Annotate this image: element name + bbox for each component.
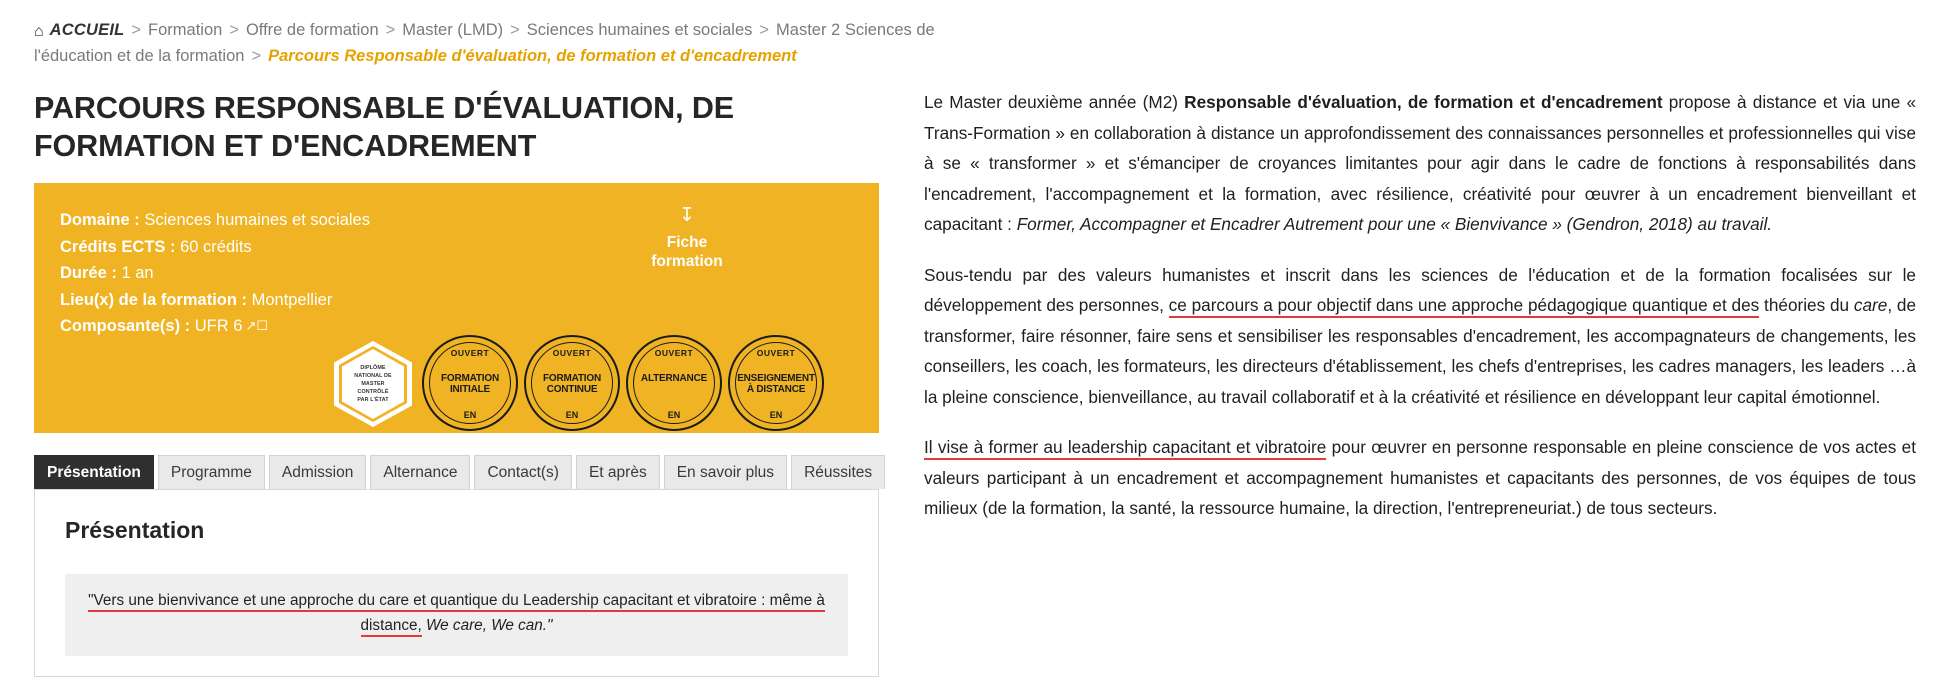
fiche-label-line1: Fiche <box>666 234 708 251</box>
info-value-lieux: Montpellier <box>251 290 333 309</box>
breadcrumb-separator: > <box>759 21 770 39</box>
tab-bar <box>34 455 879 489</box>
para2-italic: care <box>1853 295 1888 315</box>
home-icon[interactable]: ⌂ <box>34 23 44 40</box>
breadcrumb-item-formation[interactable]: Formation <box>148 21 223 39</box>
description-paragraph-1 <box>924 87 1916 240</box>
dnm-line-4: CONTRÔLÉ <box>357 389 389 395</box>
para1-text-a: Le Master deuxième année (M2) <box>924 92 1185 112</box>
seal-top-label: OUVERT <box>756 348 796 358</box>
seal-main-label: FORMATION CONTINUE <box>542 373 601 395</box>
fiche-formation-download-button[interactable] <box>627 205 747 271</box>
tab-programme[interactable]: Programme <box>158 455 265 489</box>
seal-top-label: OUVERT <box>552 348 592 358</box>
seal-top-label: OUVERT <box>450 348 490 358</box>
dnm-line-1: DIPLÔME <box>360 365 386 371</box>
description-paragraph-2 <box>924 260 1916 413</box>
seal-main-label: FORMATION INITIALE <box>440 373 499 395</box>
para1-bold: Responsable d'évaluation, de formation et d'encadrement <box>1184 92 1663 112</box>
tab-et-apres[interactable]: Et après <box>576 455 660 489</box>
diplome-national-master-icon <box>334 341 412 427</box>
seal-bottom-label: EN <box>769 410 783 420</box>
info-value-credits: 60 crédits <box>180 237 252 256</box>
dnm-line-3: MASTER <box>361 381 385 387</box>
page-body <box>0 69 1946 677</box>
seal-main-label: ENSEIGNEMENT À DISTANCE <box>737 373 815 395</box>
info-value-composante[interactable]: UFR 6 <box>194 317 243 335</box>
para2-highlight: ce parcours a pour objectif dans une approche pédagogique quantique et des <box>1169 295 1760 318</box>
tab-admission[interactable]: Admission <box>269 455 367 489</box>
seal-enseignement-a-distance-icon <box>728 335 824 431</box>
description-paragraph-3 <box>924 432 1916 524</box>
right-column-description <box>879 69 1916 544</box>
seal-bottom-label: EN <box>565 410 579 420</box>
tab-reussites[interactable]: Réussites <box>791 455 885 489</box>
tab-presentation[interactable]: Présentation <box>34 455 154 489</box>
tab-alternance[interactable]: Alternance <box>370 455 470 489</box>
left-column <box>34 69 879 677</box>
breadcrumb-item-sciences-humaines-et-sociales[interactable]: Sciences humaines et sociales <box>526 21 753 39</box>
para2-text-c: , de transformer, faire résonner, faire sens et sensibiliser les responsables d'encadrement, les accompagnateurs de changements, les conseillers, les coach, les formateurs, les directeurs d'établissement, les chefs d'entreprises, les cadres managers, les leaders …à la pleine conscience, bienveillance, au travail collaboratif et à la créativité et résilience en développant leur capital émotionnel. <box>924 295 1917 407</box>
breadcrumb-separator: > <box>131 21 142 39</box>
breadcrumb-item-offre-de-formation[interactable]: Offre de formation <box>245 21 379 39</box>
para3-text-b: pour œuvrer en personne responsable en pleine conscience de vos actes et valeurs participant à un encadrement et accompagnement humanistes et capacitants des personnes, de vos équipes de tous milieux (de la formation, la santé, la ressource humaine, la direction, l'entrepreneuriat.) de tous secteurs. <box>924 437 1916 518</box>
info-label-credits: Crédits ECTS : <box>60 237 176 256</box>
breadcrumb-separator: > <box>229 21 239 39</box>
seal-main-label: ALTERNANCE <box>640 373 708 384</box>
quote-main-text: "Vers une bienvivance et une approche du care et quantique du Leadership capacitant et vibratoire : même à distance, <box>88 592 825 637</box>
info-value-duree: 1 an <box>121 264 154 282</box>
seal-top-label: OUVERT <box>654 348 694 358</box>
seal-bottom-label: EN <box>463 410 477 420</box>
para2-text-b: théories du <box>1759 295 1854 315</box>
tab-panel-presentation <box>34 489 879 677</box>
badge-group <box>334 335 824 433</box>
breadcrumb-item-current: Parcours Responsable d'évaluation, de formation et d'encadrement <box>268 47 797 65</box>
tab-en-savoir-plus[interactable]: En savoir plus <box>664 455 787 489</box>
fiche-label-line2: formation <box>651 253 723 270</box>
info-value-domaine: Sciences humaines et sociales <box>144 211 370 229</box>
formation-info-card <box>34 183 879 433</box>
info-row-lieux <box>60 287 853 314</box>
seal-bottom-label: EN <box>667 410 681 420</box>
dnm-line-2: NATIONAL DE <box>354 373 392 379</box>
info-label-duree: Durée : <box>60 264 117 282</box>
para2-text-a: Sous-tendu par des valeurs humanistes et inscrit dans les sciences de l'éducation et de la formation focalisées sur le développement des personnes, <box>924 264 1916 315</box>
download-icon: ↧ <box>679 205 695 226</box>
seal-formation-continue-icon <box>524 335 620 431</box>
external-link-icon[interactable]: ↗☐ <box>245 318 268 333</box>
page-title: PARCOURS RESPONSABLE D'ÉVALUATION, DE FORMATION ET D'ENCADREMENT <box>34 91 735 163</box>
para1-text-b: propose à distance et via une « Trans-Formation » en collaboration à distance un approfondissement des connaissances personnelles et professionnelles qui vise à se « transformer » et s'émanciper de croyances limitantes pour agir dans le cadre de fonctions à responsabilités dans l'encadrement, l'accompagnement et la formation, avec résilience, créativité pour œuvrer à un encadrement bienveillant et capacitant : <box>924 92 1917 234</box>
presentation-quote <box>65 574 848 656</box>
para3-highlight: Il vise à former au leadership capacitant et vibratoire <box>924 437 1326 460</box>
breadcrumb-separator: > <box>251 47 262 65</box>
quote-italic-text: We care, We can." <box>426 617 553 634</box>
breadcrumb-separator: > <box>510 21 520 39</box>
dnm-line-5: PAR L'ÉTAT <box>357 397 389 403</box>
tab-contacts[interactable]: Contact(s) <box>474 455 572 489</box>
breadcrumb-item-master-2-sciences-education[interactable]: Master 2 Sciences de l'éducation et de la formation <box>34 21 935 65</box>
para1-italic: Former, Accompagner et Encadrer Autrement pour une « Bienvivance » (Gendron, 2018) au travail. <box>1016 214 1773 234</box>
panel-heading: Présentation <box>65 517 205 543</box>
info-label-composante: Composante(s) : <box>60 317 191 335</box>
seal-alternance-icon <box>626 335 722 431</box>
seal-formation-initiale-icon <box>422 335 518 431</box>
breadcrumb-separator: > <box>385 21 396 39</box>
info-label-lieux: Lieu(x) de la formation : <box>60 290 248 309</box>
breadcrumb <box>0 0 1000 69</box>
breadcrumb-item-master-lmd[interactable]: Master (LMD) <box>402 21 504 39</box>
info-label-domaine: Domaine : <box>60 211 140 229</box>
breadcrumb-item-accueil[interactable]: ACCUEIL <box>49 21 125 39</box>
